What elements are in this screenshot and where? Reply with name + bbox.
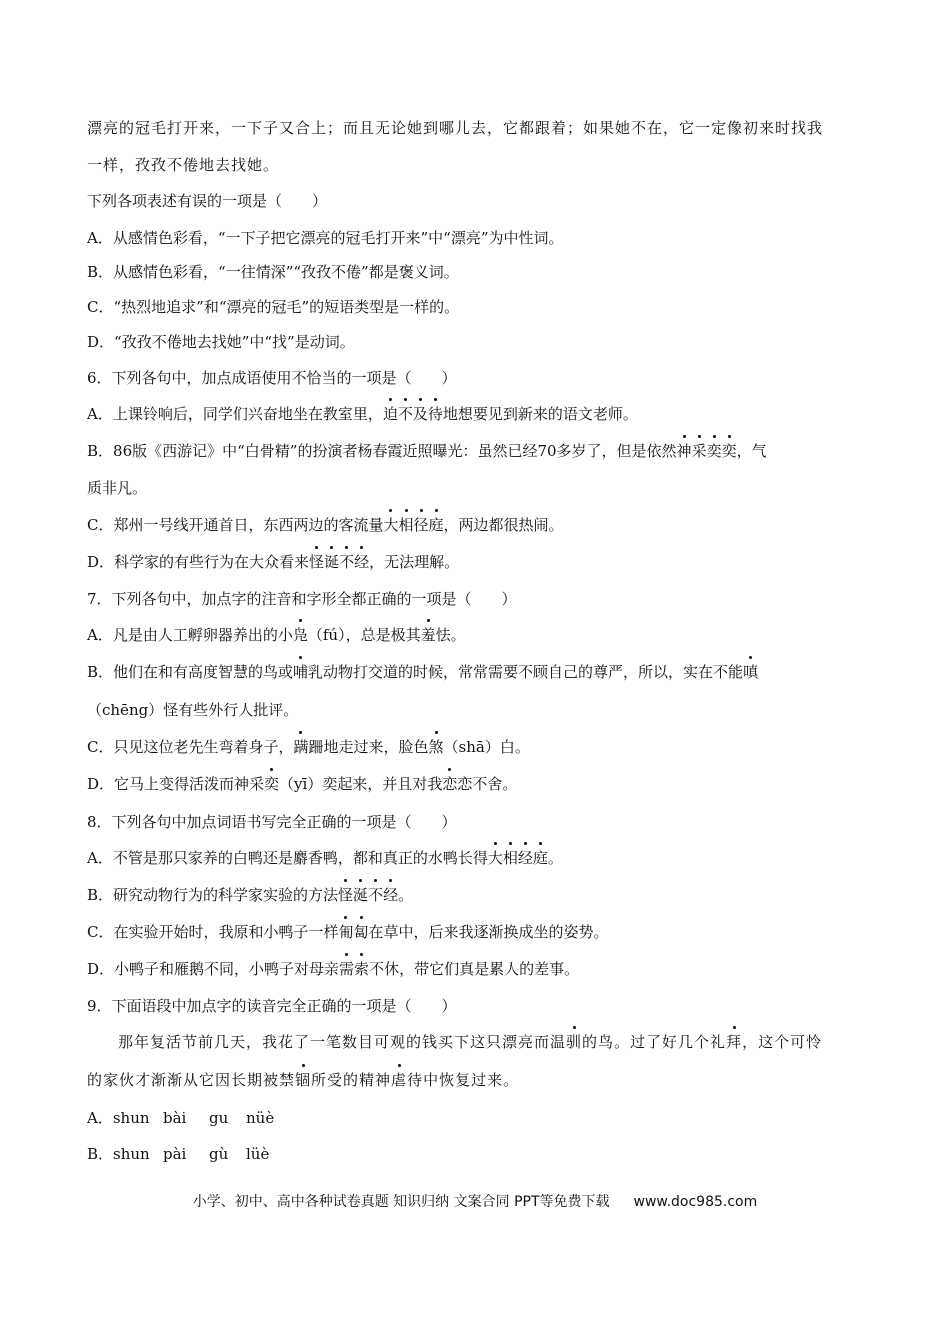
option-c: C．郑州一号线开通首日，东西两边的客流量大相径庭，两边都很热闹。: [87, 516, 564, 534]
option-b-cont: 质非凡。: [87, 479, 148, 497]
question-stem: 下列各项表述有误的一项是（ ）: [87, 192, 328, 210]
question-stem: 7．下列各句中，加点字的注音和字形全都正确的一项是（ ）: [87, 590, 517, 608]
option-b: B．86版《西游记》中“白骨精”的扮演者杨春霞近照曝光：虽然已经70多岁了，但是依然神采奕奕，气: [87, 442, 767, 460]
option-a: A．凡是由人工孵卵器养出的小凫（fú），总是极其羞怯。: [87, 626, 466, 644]
passage-line: 那年复活节前几天，我花了一笔数目可观的钱买下这只漂亮而温驯的鸟。过了好几个礼拜，这个可怜: [118, 1033, 823, 1051]
passage-line: 一样，孜孜不倦地去找她。: [87, 156, 280, 174]
passage-line: 的家伙才渐渐从它因长期被禁锢所受的精神虐待中恢复过来。: [87, 1071, 520, 1089]
footer-url[interactable]: www.doc985.com: [633, 1194, 758, 1210]
option-b: B．shun pài gù lüè: [87, 1145, 270, 1163]
option-d: D．它马上变得活泼而神采奕（yī）奕起来，并且对我恋恋不舍。: [87, 775, 518, 793]
option-b-cont: （chēng）怪有些外行人批评。: [87, 701, 299, 719]
option-d: D．科学家的有些行为在大众看来怪诞不经，无法理解。: [87, 553, 460, 571]
option-a: A．从感情色彩看，“一下子把它漂亮的冠毛打开来”中“漂亮”为中性词。: [87, 229, 564, 247]
option-a: A．上课铃响后，同学们兴奋地坐在教室里，迫不及待地想要见到新来的语文老师。: [87, 405, 638, 423]
option-b: B．从感情色彩看，“一往情深”“孜孜不倦”都是褒义词。: [87, 263, 459, 281]
passage-line: 漂亮的冠毛打开来，一下子又合上；而且无论她到哪儿去，它都跟着；如果她不在，它一定像初来时找我: [87, 119, 824, 137]
question-stem: 6．下列各句中，加点成语使用不恰当的一项是（ ）: [87, 369, 457, 387]
footer-text: 小学、初中、高中各种试卷真题 知识归纳 文案合同 PPT等免费下载: [192, 1194, 610, 1210]
option-d: D．“孜孜不倦地去找她”中“找”是动词。: [87, 333, 355, 351]
option-b: B．研究动物行为的科学家实验的方法怪涎不经。: [87, 886, 414, 904]
question-stem: 8．下列各句中加点词语书写完全正确的一项是（ ）: [87, 813, 457, 831]
option-c: C．“热烈地追求”和“漂亮的冠毛”的短语类型是一样的。: [87, 298, 460, 316]
option-b: B．他们在和有高度智慧的鸟或哺乳动物打交道的时候，常常需要不顾自己的尊严，所以，实在不能嗔: [87, 663, 759, 681]
option-c: C．在实验开始时，我原和小鸭子一样匍匐在草中，后来我逐渐换成坐的姿势。: [87, 923, 609, 941]
option-d: D．小鸭子和雁鹅不同，小鸭子对母亲需索不休，带它们真是累人的差事。: [87, 960, 580, 978]
option-a: A．不管是那只家养的白鸭还是麝香鸭，都和真正的水鸭长得大相经庭。: [87, 849, 563, 867]
option-c: C．只见这位老先生弯着身子，蹒跚地走过来，脸色煞（shā）白。: [87, 738, 530, 756]
page-footer: [0, 1191, 950, 1211]
option-a: A．shun bài gu nüè: [87, 1109, 275, 1127]
question-stem: 9．下面语段中加点字的读音完全正确的一项是（ ）: [87, 997, 457, 1015]
